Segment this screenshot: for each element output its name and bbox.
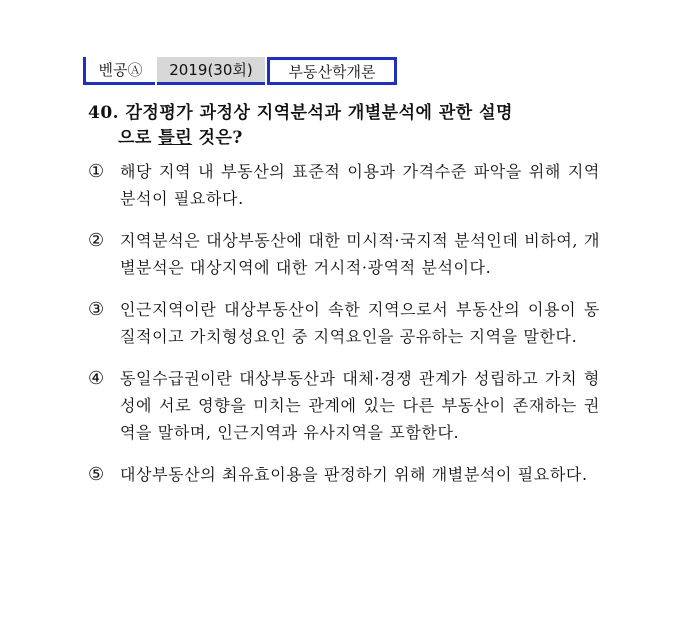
option-2[interactable] bbox=[88, 227, 600, 281]
option-marker: ③ bbox=[88, 299, 105, 320]
question-number: 40. bbox=[88, 103, 120, 123]
option-5[interactable] bbox=[88, 461, 600, 488]
answer-options bbox=[88, 158, 600, 488]
option-marker: ② bbox=[88, 230, 105, 251]
header-tags bbox=[83, 57, 397, 85]
option-marker: ⑤ bbox=[88, 464, 105, 485]
option-text: 대상부동산의 최유효이용을 판정하기 위해 개별분석이 필요하다. bbox=[120, 465, 588, 484]
source-tag: 벤공Ⓐ bbox=[83, 57, 155, 85]
option-4[interactable] bbox=[88, 365, 600, 446]
option-marker: ① bbox=[88, 161, 105, 182]
year-tag: 2019(30회) bbox=[157, 57, 265, 85]
question-text-suffix: 것은? bbox=[192, 128, 243, 148]
question-stem bbox=[88, 101, 598, 151]
option-3[interactable] bbox=[88, 296, 600, 350]
question-emphasis: 틀린 bbox=[158, 128, 193, 148]
question-text-line2 bbox=[88, 126, 598, 151]
option-text: 동일수급권이란 대상부동산과 대체·경쟁 관계가 성립하고 가치 형성에 서로 영향을 미치는 관계에 있는 다른 부동산이 존재하는 권역을 말하며, 인근지역과 유사지역을 포함한다. bbox=[120, 369, 600, 442]
subject-tag: 부동산학개론 bbox=[267, 57, 397, 85]
option-text: 지역분석은 대상부동산에 대한 미시적·국지적 분석인데 비하여, 개별분석은 대상지역에 대한 거시적·광역적 분석이다. bbox=[120, 231, 600, 277]
option-text: 인근지역이란 대상부동산이 속한 지역으로서 부동산의 이용이 동질적이고 가치형성요인 중 지역요인을 공유하는 지역을 말한다. bbox=[120, 300, 600, 346]
option-marker: ④ bbox=[88, 368, 105, 389]
option-1[interactable] bbox=[88, 158, 600, 212]
option-text: 해당 지역 내 부동산의 표준적 이용과 가격수준 파악을 위해 지역분석이 필요하다. bbox=[120, 162, 600, 208]
question-text-line1: 감정평가 과정상 지역분석과 개별분석에 관한 설명 bbox=[125, 103, 513, 123]
question-text-prefix: 으로 bbox=[118, 128, 159, 148]
